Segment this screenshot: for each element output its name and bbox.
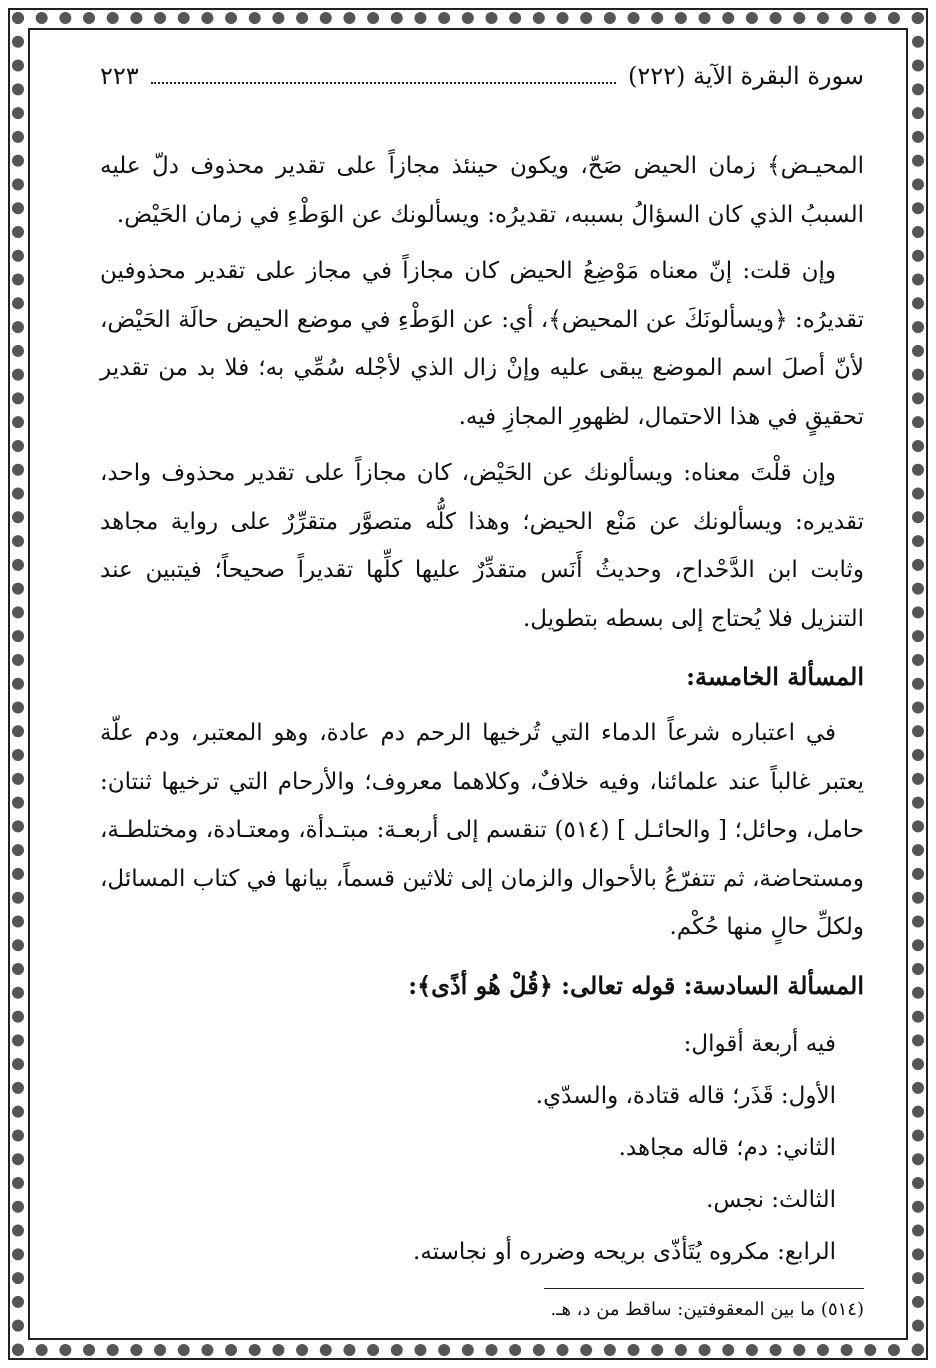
- section-heading-5: المسألة الخامسة:: [686, 662, 864, 691]
- paragraph-5: في اعتباره شرعاً الدماء التي تُرخيها الرحم دم عادة، وهو المعتبر، ودم علّة يعتبر غالباً عند علمائنا، وفيه خلافٌ، وكلاهما معروف؛ والأرحام التي ترخيها ثنتان: حامل، وحائل؛ [ والحائـل ] (٥١٤) تنقسم إلى أربعـة: مبتـدأة، ومعتـادة، ومختلطـة، ومستحاضة، ثم تتفرّعُ بالأحوال والزمان إلى ثلاثين قسماً، بيانها في كتاب المسائل، ولكلِّ حالٍ منها حُكْم.: [99, 720, 864, 940]
- list-item-3: الثالث: نجس.: [706, 1186, 836, 1213]
- footnote: (٥١٤) ما بين المعقوفتين: ساقط من د، هـ.: [550, 1298, 864, 1320]
- paragraph-2: وإن قلت: إنّ معناه مَوْضِعُ الحيض كان مجازاً في مجاز على تقدير محذوفين تقديرُه: ﴿ويسألونَكَ عن المحيض﴾، أي: عن الوَطْءِ في موضع الحيض حالَة الحَيْض، لأنّ أصلَ اسم الموضع يبقى عليه وإنْ زال الذي لأجْله سُمِّي به؛ فلا بد من تقدير تحقيقٍ في هذا الاحتمال، لظهورِ المجازِ فيه.: [100, 258, 864, 430]
- footnote-separator: [544, 1288, 864, 1289]
- paragraph-3: وإن قلْتَ معناه: ويسألونك عن الحَيْض، كان مجازاً على تقدير محذوف واحد، تقديره: ويسألونك عن مَنْع الحيض؛ وهذا كلُّه متصوَّر متقرِّرٌ على رواية مجاهد وثابت ابن الدَّحْداح، وحديثُ أَنَس متقدِّرٌ عليها كلِّها تقديراً صحيحاً؛ فيتبين عند التنزيل فلا يُحتاج إلى بسطه بتطويل.: [100, 460, 864, 632]
- list-item-4: الرابع: مكروه يُتَأذّى بريحه وضرره أو نجاسته.: [413, 1238, 836, 1265]
- page-number: ٢٢٣: [100, 62, 139, 90]
- running-header: [100, 62, 864, 102]
- list-intro: فيه أربعة أقوال:: [683, 1030, 836, 1057]
- section-heading-6: المسألة السادسة: قوله تعالى: ﴿قُلْ هُو أذًى﴾:: [408, 970, 864, 1000]
- header-dot-leader: [151, 64, 616, 84]
- paragraph-1: المحيـض﴾ زمان الحيض صَحّ، ويكون حينئذ مجازاً على تقدير محذوف دلّ عليه السببُ الذي كان السؤالُ بسببه، تقديرُه: ويسألونك عن الوَطْءِ في زمان الحَيْض.: [100, 153, 864, 228]
- list-item-1: الأول: قَذَر؛ قاله قتادة، والسدّي.: [535, 1082, 836, 1109]
- list-item-2: الثاني: دم؛ قاله مجاهد.: [618, 1134, 836, 1161]
- page-content: [100, 62, 864, 1325]
- header-title: سورة البقرة الآية (٢٢٢): [627, 62, 864, 90]
